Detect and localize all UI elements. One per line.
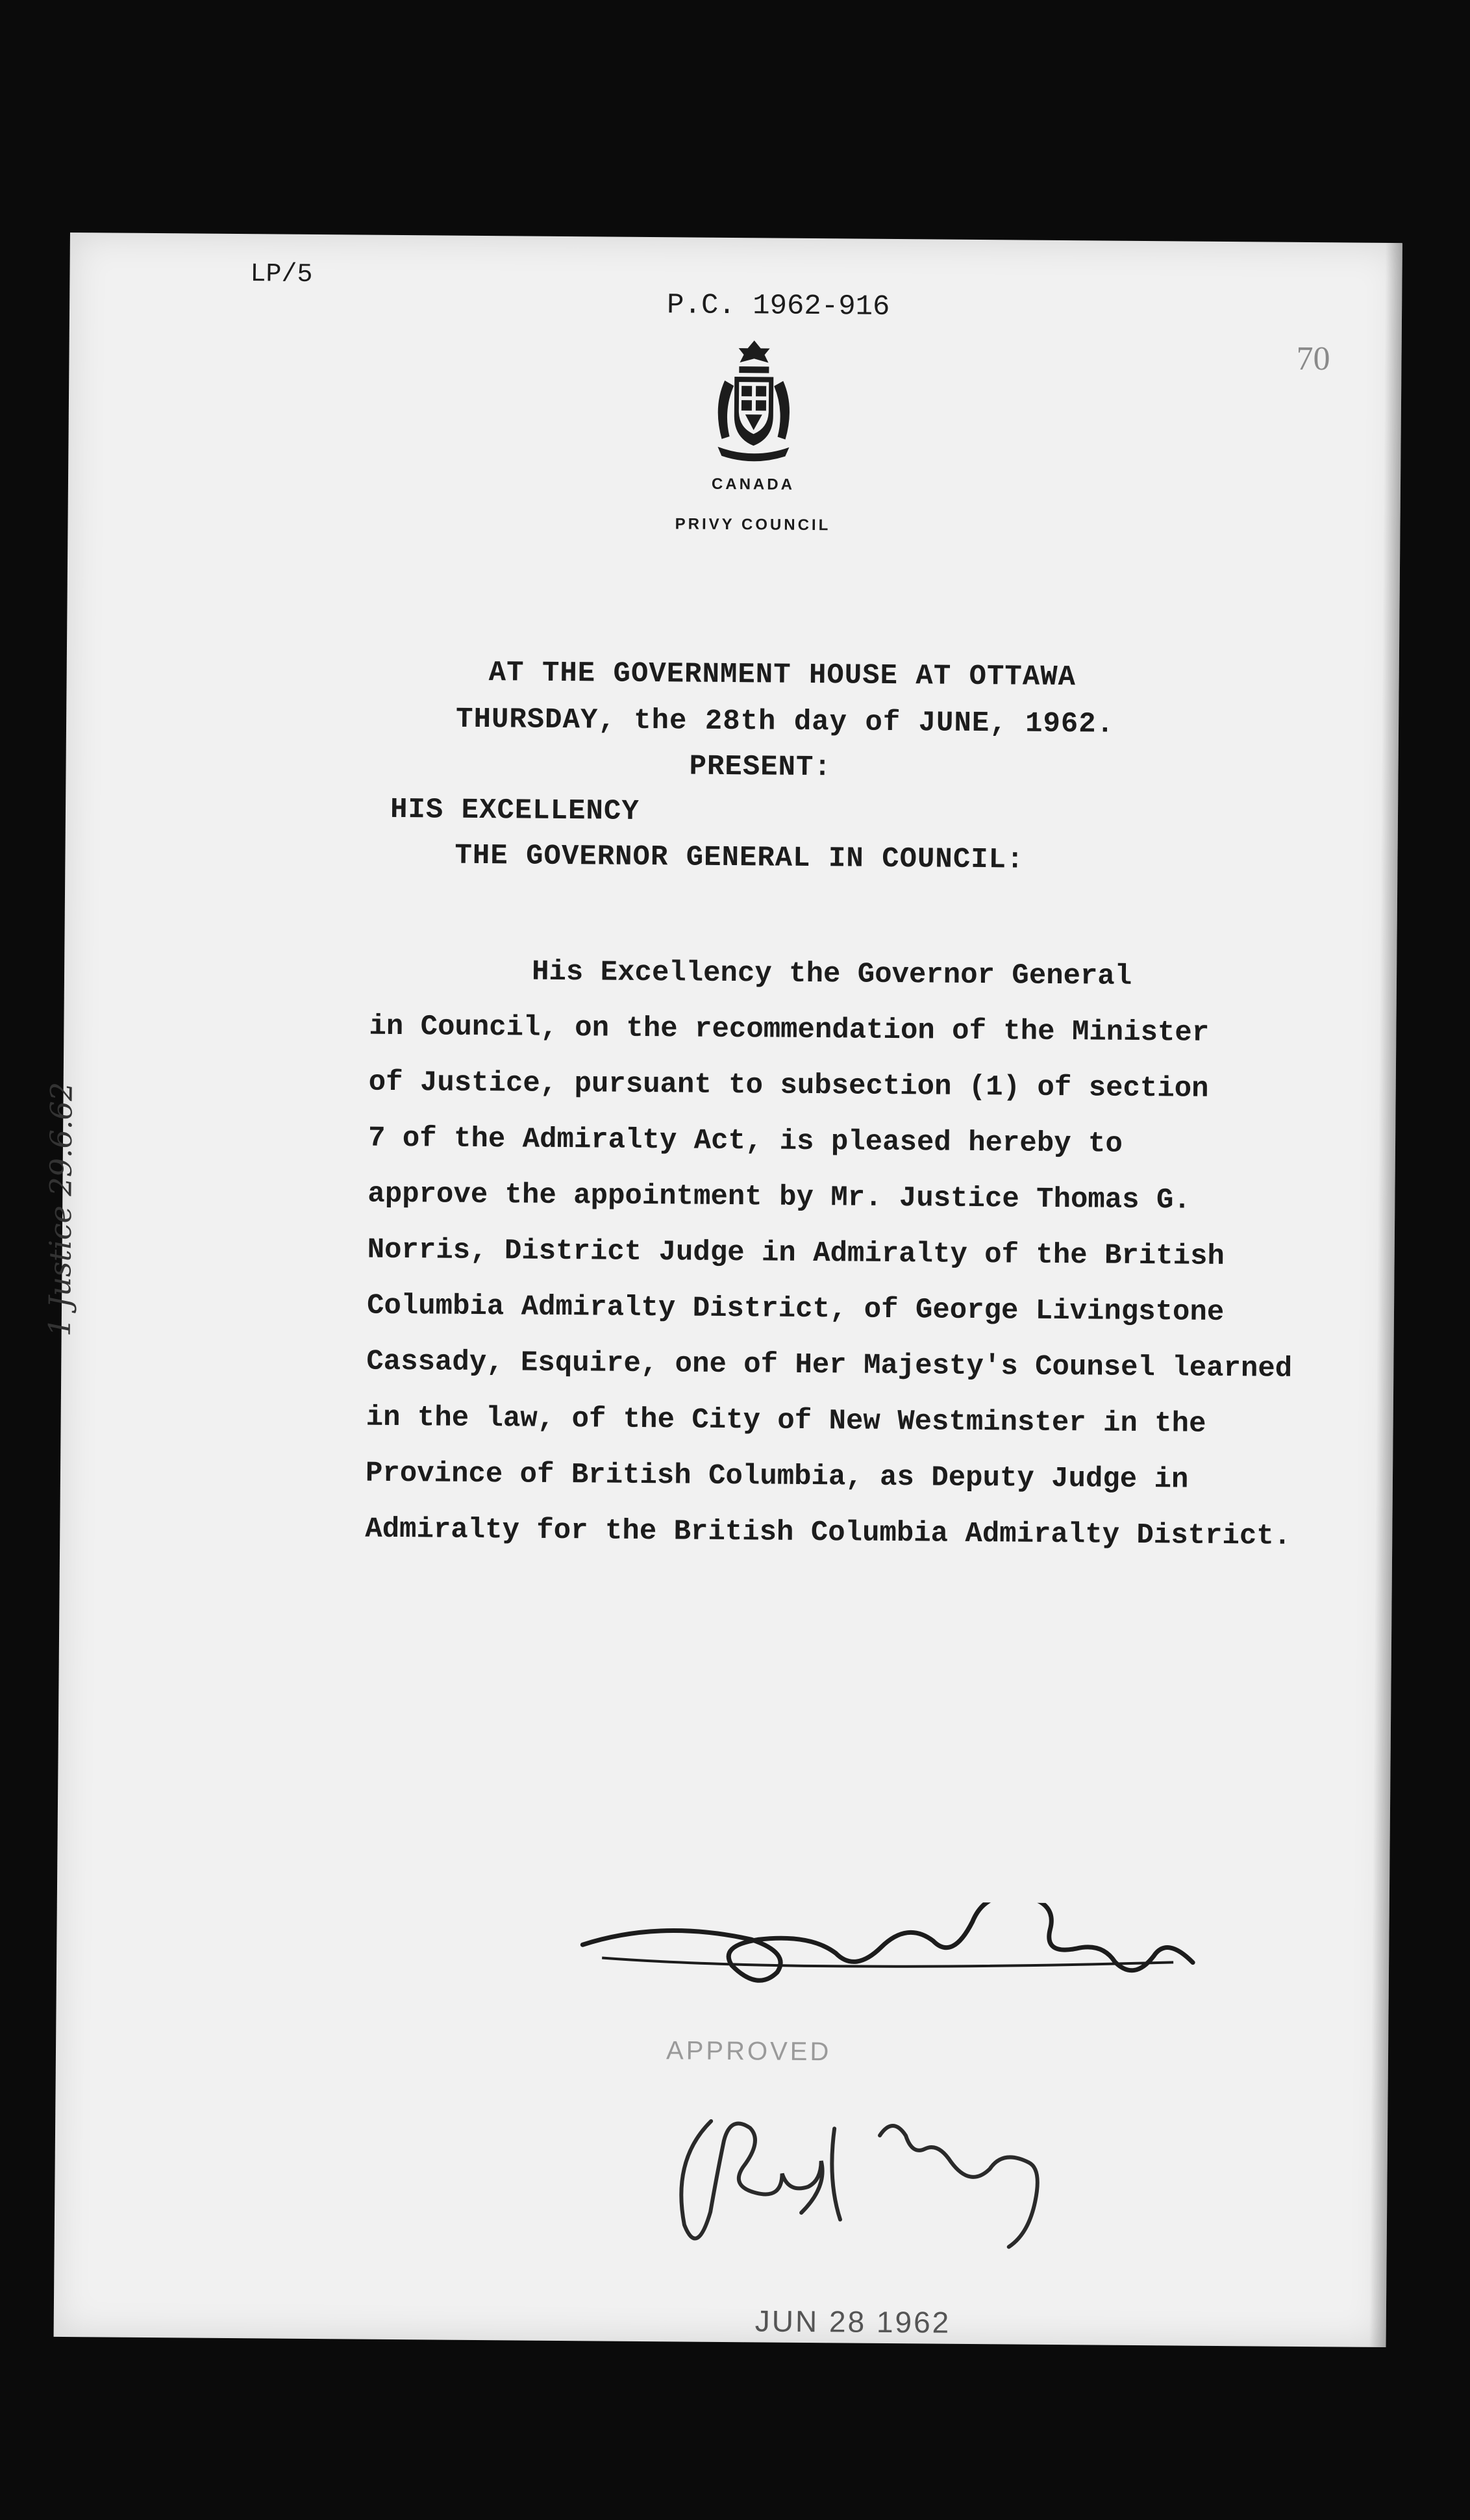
body-line: Admiralty for the British Columbia Admiralty District. bbox=[365, 1513, 1291, 1553]
file-reference: LP/5 bbox=[250, 260, 313, 290]
order-number: P.C. 1962-916 bbox=[666, 289, 890, 323]
date-line: THURSDAY, the 28th day of JUNE, 1962. bbox=[455, 703, 1115, 741]
council-line: THE GOVERNOR GENERAL IN COUNCIL: bbox=[455, 839, 1025, 877]
margin-annotation: 1 Justice 29.6.62 bbox=[42, 1081, 79, 1337]
document-page bbox=[42, 233, 1402, 2347]
body-line: in the law, of the City of New Westminster in the bbox=[366, 1401, 1206, 1441]
body-line: Province of British Columbia, as Deputy Judge in bbox=[365, 1457, 1189, 1496]
page-number: 70 bbox=[1296, 340, 1330, 378]
excellency-line: HIS EXCELLENCY bbox=[390, 793, 640, 828]
body-line: Norris, District Judge in Admiralty of the British bbox=[367, 1233, 1225, 1274]
body-line: 7 of the Admiralty Act, is pleased hereby to bbox=[368, 1122, 1123, 1161]
body-line: Cassady, Esquire, one of Her Majesty's Counsel learned bbox=[366, 1345, 1293, 1385]
body-line: Columbia Admiralty District, of George Livingstone bbox=[366, 1289, 1225, 1329]
governor-signature bbox=[664, 2095, 1088, 2293]
body-line: approve the appointment by Mr. Justice Thomas G. bbox=[368, 1178, 1191, 1217]
place-line: AT THE GOVERNMENT HOUSE AT OTTAWA bbox=[488, 657, 1077, 694]
approval-date-stamp: JUN 28 1962 bbox=[754, 2304, 951, 2339]
body-line: of Justice, pursuant to subsection (1) of section bbox=[368, 1066, 1209, 1105]
coat-of-arms-icon bbox=[704, 335, 803, 466]
page-edge-shadow bbox=[1369, 243, 1402, 2347]
country-label: CANADA bbox=[711, 475, 795, 494]
order-body bbox=[365, 943, 1293, 1565]
body-line: in Council, on the recommendation of the Minister bbox=[369, 1010, 1210, 1050]
clerk-signature bbox=[576, 1899, 1226, 2002]
privy-council-label: PRIVY COUNCIL bbox=[675, 515, 831, 535]
body-line: His Excellency the Governor General bbox=[531, 955, 1132, 993]
approved-label: APPROVED bbox=[666, 2036, 832, 2067]
present-label: PRESENT: bbox=[689, 750, 832, 785]
